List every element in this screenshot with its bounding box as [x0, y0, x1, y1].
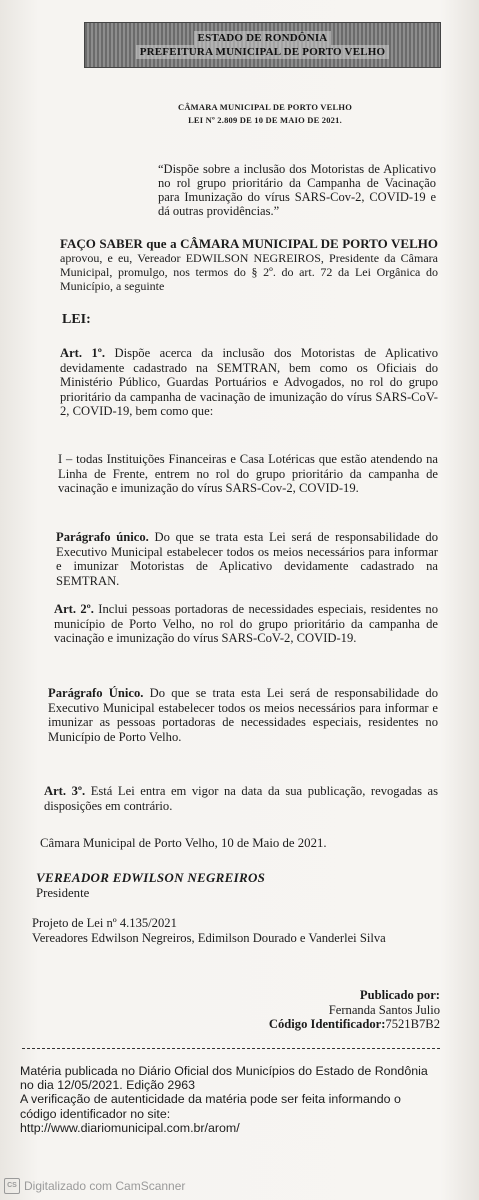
scanner-text: Digitalizado com CamScanner — [24, 1179, 186, 1193]
bill-authors: Vereadores Edwilson Negreiros, Edimilson Dourado e Vanderlei Silva — [32, 930, 386, 945]
publication-info — [200, 988, 440, 1032]
enactment-lead: FAÇO SABER que a CÂMARA MUNICIPAL DE PORTO VELHO — [60, 236, 438, 251]
location-date: Câmara Municipal de Porto Velho, 10 de Maio de 2021. — [40, 836, 327, 850]
signatory-role: Presidente — [36, 886, 90, 900]
header-banner — [84, 22, 441, 68]
lei-label: LEI: — [62, 312, 91, 327]
paragraph-2-text: Do que se trata esta Lei será de responsabilidade do Executivo Municipal estabelecer todos os meios necessários para informar e imunizar as pessoas portadoras de necessidades especiais, residentes no Município de Porto Velho. — [48, 686, 438, 744]
footer-note — [20, 1064, 440, 1135]
identifier-label: Código Identificador: — [268, 1017, 386, 1031]
camscanner-icon: CS — [4, 1178, 20, 1194]
paragraph-1-text: Do que se trata esta Lei será de responsabilidade do Executivo Municipal estabelecer todos os meios necessários para informar e imunizar Motoristas de Aplicativo devidamente cadastrado na SEMTRAN. — [56, 530, 438, 588]
ementa: “Dispõe sobre a inclusão dos Motoristas de Aplicativo no rol grupo prioritário da Campanha de Vacinação para Imunização do vírus SARS-Cov-2, COVID-19 e dá outras providências.” — [158, 162, 436, 218]
enactment-text: aprovou, e eu, Vereador EDWILSON NEGREIROS, Presidente da Câmara Municipal, promulgo, nos termos do § 2º. do art. 72 da Lei Orgânica do Município, a seguinte — [60, 251, 438, 293]
article-3-label: Art. 3º. — [44, 784, 86, 798]
signatory-name: VEREADOR EDWILSON NEGREIROS — [36, 870, 266, 885]
paragraph-1 — [56, 530, 438, 588]
article-1-text: Dispõe acerca da inclusão dos Motoristas de Aplicativo devidamente cadastrado na SEMTRAN, bem como os Oficiais do Ministério Público, Guardas Portuários e Advogados, no rol do grupo prioritário da campanha de vacinação de imunização do vírus SARS-CoV-2, COVID-19, bem como que: — [60, 346, 438, 418]
article-3-text: Está Lei entra em vigor na data da sua publicação, revogadas as disposições em contrário. — [44, 784, 438, 813]
enactment-clause — [60, 237, 438, 293]
header-state: ESTADO DE RONDÔNIA — [194, 31, 332, 45]
published-by-label: Publicado por: — [359, 988, 440, 1002]
divider — [22, 1048, 440, 1049]
bill-info — [32, 916, 436, 945]
chamber-name: CÂMARA MUNICIPAL DE PORTO VELHO — [177, 102, 353, 112]
article-2-label: Art. 2º. — [54, 602, 94, 616]
article-2 — [54, 602, 438, 646]
scanner-watermark — [4, 1178, 185, 1194]
publisher-name: Fernanda Santos Julio — [328, 1002, 440, 1017]
inciso-1: I – todas Instituições Financeiras e Casa Lotéricas que estão atendendo na Linha de Frente, entrem no rol do grupo prioritário da campanha de vacinação e imunização do vírus SARS-Cov-2, COVID-19. — [58, 452, 438, 495]
paragraph-2-label: Parágrafo Único. — [48, 686, 144, 700]
footer-url[interactable]: http://www.diariomunicipal.com.br/arom/ — [20, 1120, 240, 1135]
footer-verification: A verificação de autenticidade da matéria pode ser feita informando o código identificador no site: — [20, 1092, 401, 1121]
law-number: LEI Nº 2.809 DE 10 DE MAIO DE 2021. — [188, 115, 342, 125]
paragraph-1-label: Parágrafo único. — [56, 530, 149, 544]
article-1-label: Art. 1º. — [60, 346, 106, 360]
article-2-text: Inclui pessoas portadoras de necessidades especiais, residentes no município de Porto Velho, no rol do grupo prioritário da campanha de vacinação e imunização do vírus SARS-CoV-2, COVID-19. — [54, 602, 438, 645]
article-3 — [44, 784, 438, 813]
paragraph-2 — [48, 686, 438, 744]
header-prefecture: PREFEITURA MUNICIPAL DE PORTO VELHO — [136, 45, 390, 59]
identifier-code: 7521B7B2 — [385, 1017, 440, 1031]
bill-number: Projeto de Lei nº 4.135/2021 — [32, 916, 177, 930]
footer-publication: Matéria publicada no Diário Oficial dos Municípios do Estado de Rondônia no dia 12/05/2021. Edição 2963 — [20, 1064, 428, 1093]
article-1 — [60, 346, 438, 419]
